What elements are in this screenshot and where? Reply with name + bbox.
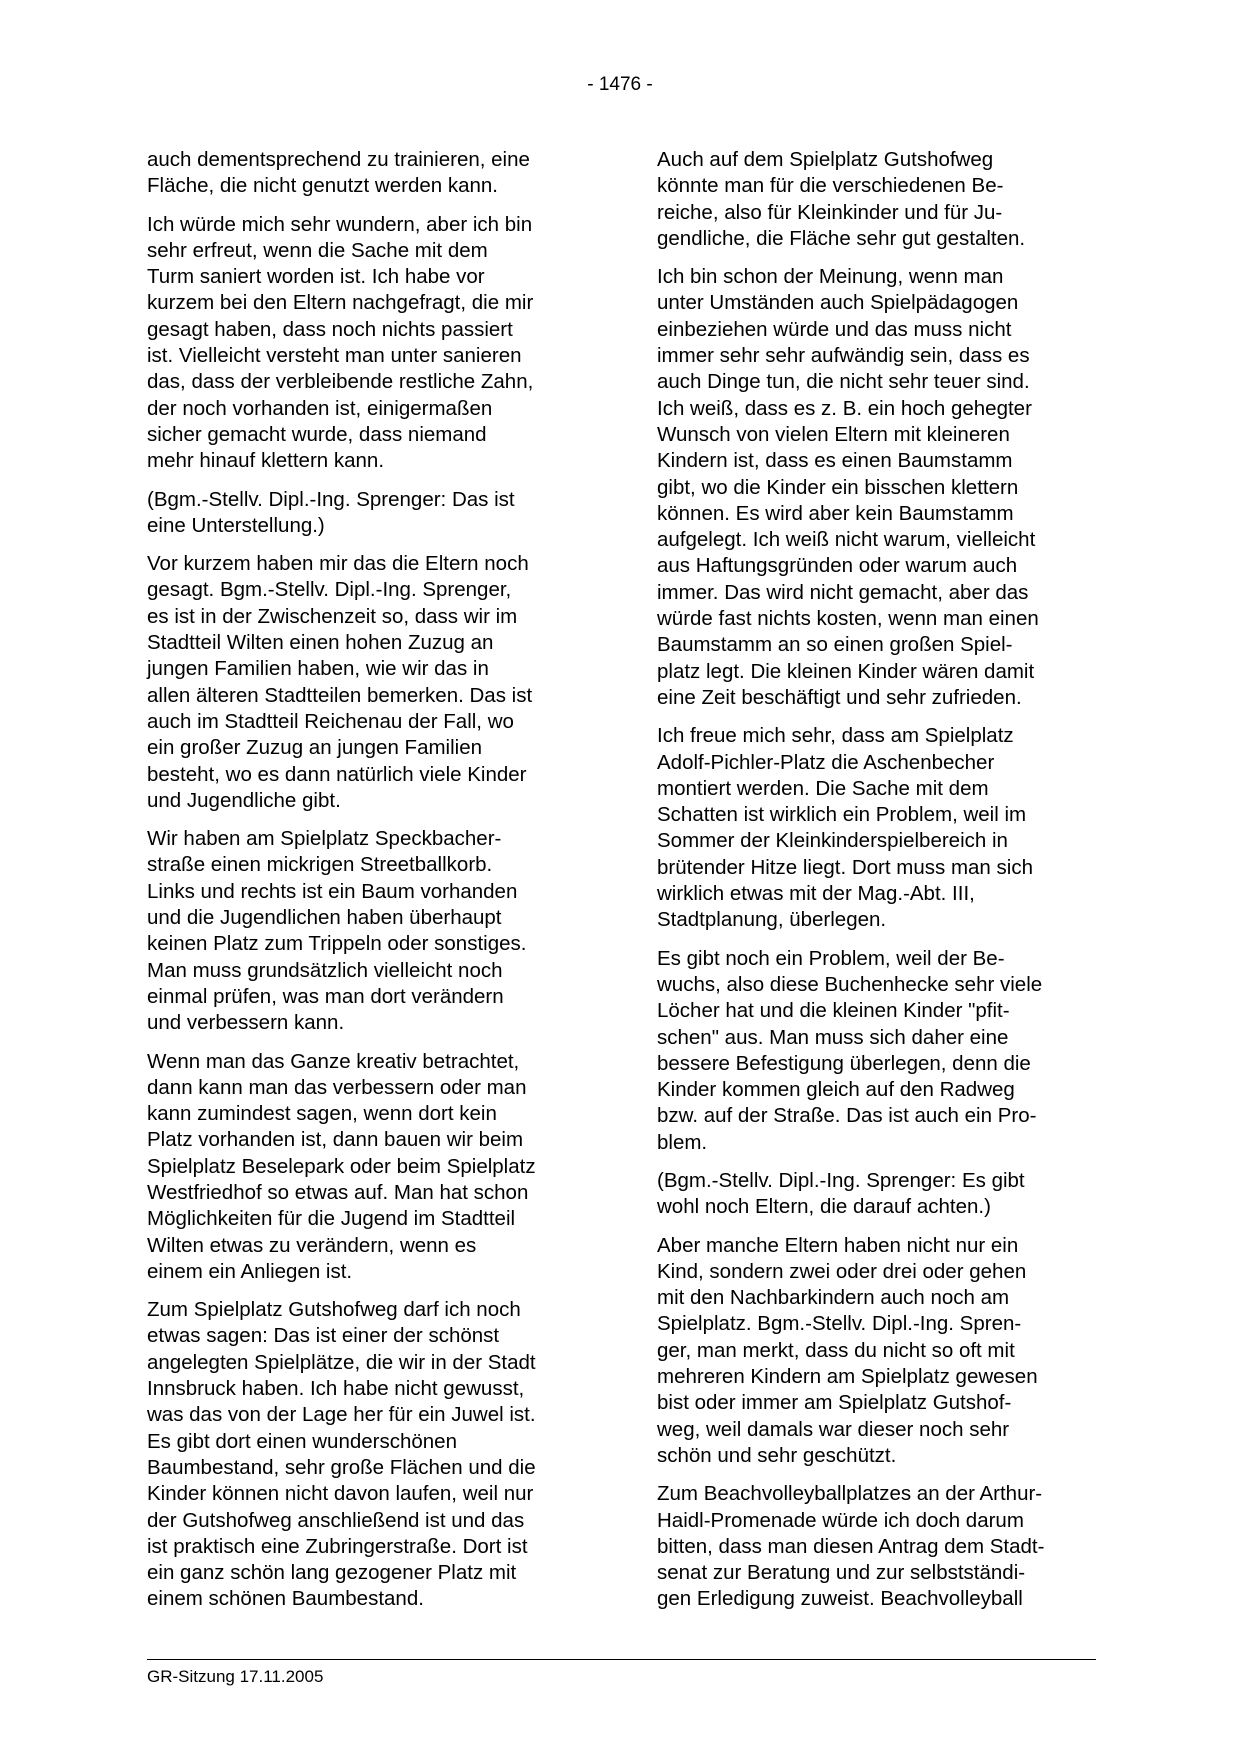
paragraph: Wir haben am Spielplatz Speckbacher- straße einen mickrigen Streetballkorb. Links und rechts ist ein Baum vorhanden und die Jugendlichen haben überhaupt keinen Platz zum Trippeln oder sonstiges. Man muss grundsätzlich vielleicht noch einmal prüfen, was man dort verändern und verbessern kann.: [147, 827, 527, 1035]
paragraph: Auch auf dem Spielplatz Gutshofweg könnte man für die verschiedenen Be- reiche, also für Kleinkinder und für Ju- gendliche, die Fläche sehr gut gestalten.: [657, 148, 1026, 250]
interjection: (Bgm.-Stellv. Dipl.-Ing. Sprenger: Das ist eine Unterstellung.): [147, 487, 515, 537]
paragraph: Ich würde mich sehr wundern, aber ich bin sehr erfreut, wenn die Sache mit dem Turm saniert worden ist. Ich habe vor kurzem bei den Eltern nachgefragt, die mir gesagt haben, dass noch nichts passiert ist. Vielleicht versteht man unter sanieren das, dass der verbleibende restliche Zahn, der noch vorhanden ist, einigermaßen sicher gemacht wurde, dass niemand mehr hinauf klettern kann.: [147, 212, 534, 473]
paragraph: Vor kurzem haben mir das die Eltern noch gesagt. Bgm.-Stellv. Dipl.-Ing. Sprenger, es ist in der Zwischenzeit so, dass wir im Stadtteil Wilten einen hohen Zuzug an jungen Familien haben, wie wir das in allen älteren Stadtteilen bemerken. Das ist auch im Stadtteil Reichenau der Fall, wo ein großer Zuzug an jungen Familien besteht, wo es dann natürlich viele Kinder und Jugendliche gibt.: [147, 552, 533, 812]
footer-divider: [147, 1659, 1096, 1660]
paragraph: Es gibt noch ein Problem, weil der Be- wuchs, also diese Buchenhecke sehr viele Löcher hat und die kleinen Kinder "pfit- schen" aus. Man muss sich daher eine bessere Befestigung überlegen, denn die Kinder kommen gleich auf den Radweg bzw. auf der Straße. Das ist auch ein Pro- blem.: [657, 946, 1043, 1154]
footer-text: GR-Sitzung 17.11.2005: [147, 1667, 324, 1686]
paragraph: Aber manche Eltern haben nicht nur ein Kind, sondern zwei oder drei oder gehen mit den Nachbarkindern auch noch am Spielplatz. Bgm.-Stellv. Dipl.-Ing. Spren- ger, man merkt, dass du nicht so oft mit mehreren Kindern am Spielplatz gewesen bist oder immer am Spielplatz Gutshof- weg, weil damals war dieser noch sehr schön und sehr geschützt.: [657, 1233, 1038, 1467]
paragraph: Wenn man das Ganze kreativ betrachtet, dann kann man das verbessern oder man kann zumindest sagen, wenn dort kein Platz vorhanden ist, dann bauen wir beim Spielplatz Beselepark oder beim Spielplatz Westfriedhof so etwas auf. Man hat schon Möglichkeiten für die Jugend im Stadtteil Wilten etwas zu verändern, wenn es einem ein Anliegen ist.: [147, 1049, 536, 1283]
left-column: [147, 147, 587, 1625]
paragraph: Zum Beachvolleyballplatzes an der Arthur- Haidl-Promenade würde ich doch darum bitten, dass man diesen Antrag dem Stadt- senat zur Beratung und zur selbstständi- gen Erledigung zuweist. Beachvolleyball: [657, 1482, 1045, 1611]
paragraph: Zum Spielplatz Gutshofweg darf ich noch etwas sagen: Das ist einer der schönst angelegten Spielplätze, die wir in der Stadt Innsbruck haben. Ich habe nicht gewusst, was das von der Lage her für ein Juwel ist. Es gibt dort einen wunderschönen Baumbestand, sehr große Flächen und die Kinder können nicht davon laufen, weil nur der Gutshofweg anschließend ist und das ist praktisch eine Zubringerstraße. Dort ist ein ganz schön lang gezogener Platz mit einem schönen Baumbestand.: [147, 1298, 536, 1611]
interjection: (Bgm.-Stellv. Dipl.-Ing. Sprenger: Es gibt wohl noch Eltern, die darauf achten.): [657, 1168, 1025, 1219]
page-number: - 1476 -: [587, 74, 653, 95]
paragraph: Ich bin schon der Meinung, wenn man unter Umständen auch Spielpädagogen einbeziehen würde und das muss nicht immer sehr sehr aufwändig sein, dass es auch Dinge tun, die nicht sehr teuer sind. Ich weiß, dass es z. B. ein hoch gehegter Wunsch von vielen Eltern mit kleineren Kindern ist, dass es einen Baumstamm gibt, wo die Kinder ein bisschen klettern können. Es wird aber kein Baumstamm aufgelegt. Ich weiß nicht warum, vielleicht aus Haftungsgründen oder warum auch immer. Das wird nicht gemacht, aber das würde fast nichts kosten, wenn man einen Baumstamm an so einen großen Spiel- platz legt. Die kleinen Kinder wären damit eine Zeit beschäftigt und sehr zufrieden.: [657, 265, 1039, 709]
paragraph: auch dementsprechend zu trainieren, eine Fläche, die nicht genutzt werden kann.: [147, 148, 530, 198]
right-column: [657, 147, 1097, 1625]
paragraph: Ich freue mich sehr, dass am Spielplatz Adolf-Pichler-Platz die Aschenbecher montiert werden. Die Sache mit dem Schatten ist wirklich ein Problem, weil im Sommer der Kleinkinderspielbereich in brütender Hitze liegt. Dort muss man sich wirklich etwas mit der Mag.-Abt. III, Stadtplanung, überlegen.: [657, 724, 1033, 932]
